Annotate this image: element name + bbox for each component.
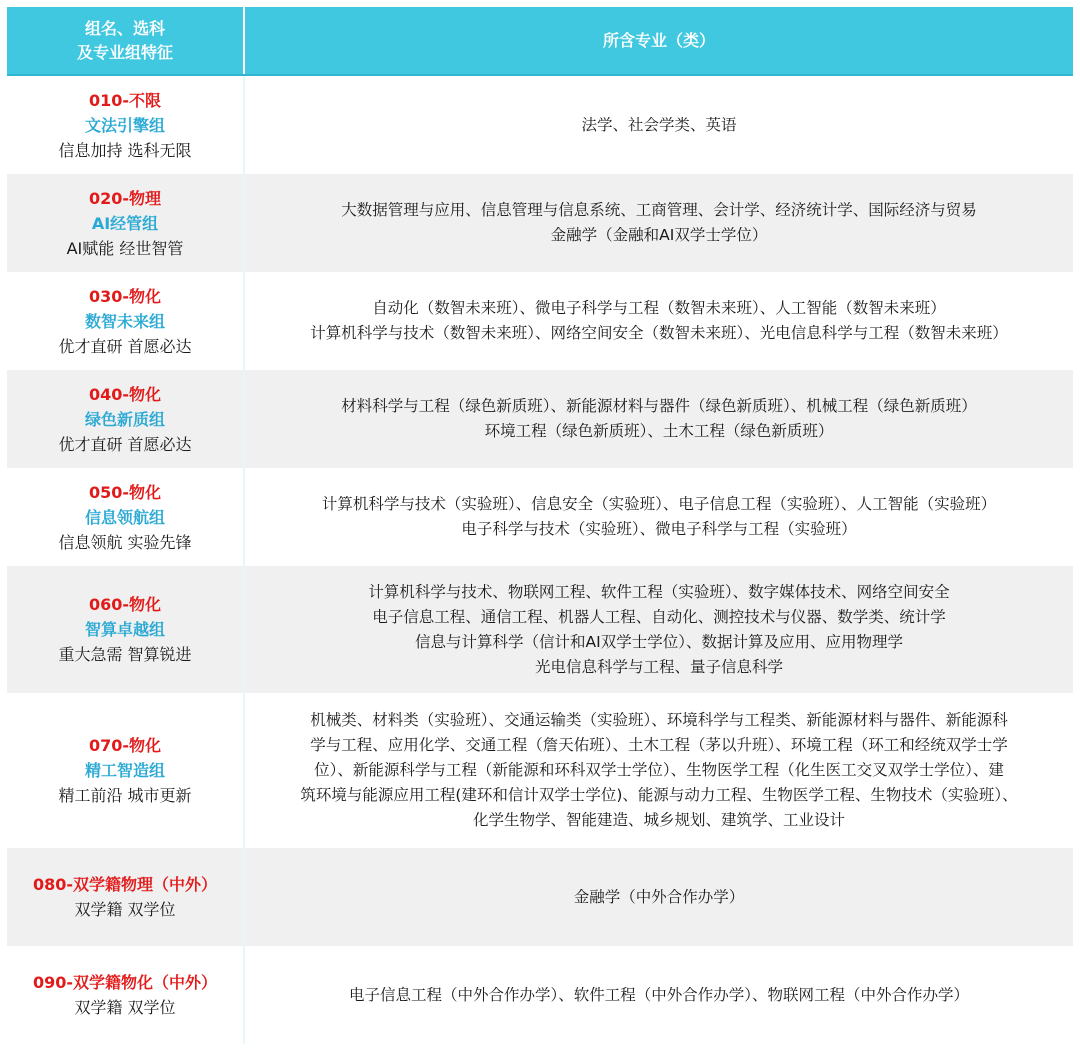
group-cell [7, 946, 245, 1044]
major-line: 机械类、材料类（实验班）、交通运输类（实验班）、环境科学与工程类、新能源材料与器件、新能源科 [310, 711, 1008, 729]
group-name: 精工智造组 [84, 761, 165, 780]
group-feature: 双学籍 双学位 [74, 900, 176, 919]
table-header [7, 7, 1073, 76]
header-left-cell [7, 7, 245, 74]
major-line: 金融学（金融和AI双学士学位） [550, 226, 768, 244]
group-cell [7, 370, 245, 468]
table-row [7, 566, 1073, 693]
group-code: 080-双学籍物理（中外） [32, 875, 218, 894]
majors-list [341, 394, 977, 444]
group-feature: 信息加持 选科无限 [58, 140, 192, 160]
majors-cell [245, 370, 1073, 468]
group-feature: 信息领航 实验先锋 [58, 532, 192, 552]
major-group-table [7, 7, 1073, 1044]
table-row [7, 693, 1073, 848]
major-line: 计算机科学与技术、物联网工程、软件工程（实验班）、数字媒体技术、网络空间安全 [368, 582, 950, 601]
group-code: 020-物理 [88, 188, 162, 208]
table-row [7, 272, 1073, 370]
group-cell [7, 848, 245, 946]
table-body [7, 76, 1073, 1044]
header-right-cell [245, 7, 1073, 74]
group-feature: AI赋能 经世智管 [66, 238, 184, 258]
majors-cell [245, 272, 1073, 370]
major-line: 材料科学与工程（绿色新质班）、新能源材料与器件（绿色新质班）、机械工程（绿色新质班） [341, 397, 977, 415]
major-line: 法学、社会学类、英语 [581, 115, 737, 134]
major-line: 环境工程（绿色新质班）、土木工程（绿色新质班） [484, 422, 834, 440]
major-line: 化学生物学、智能建造、城乡规划、建筑学、工业设计 [472, 811, 845, 829]
major-line: 电子信息工程（中外合作办学）、软件工程（中外合作办学）、物联网工程（中外合作办学） [348, 985, 969, 1004]
group-name: 信息领航组 [84, 507, 165, 527]
major-line: 金融学（中外合作办学） [573, 887, 745, 906]
table-row [7, 370, 1073, 468]
group-name: 数智未来组 [84, 311, 165, 331]
group-feature: 优才直研 首愿必达 [58, 336, 192, 356]
major-line: 筑环境与能源应用工程(建环和信计双学士学位)、能源与动力工程、生物医学工程、生物技术（实验班）、 [300, 786, 1018, 804]
group-code: 040-物化 [88, 384, 162, 404]
table-row [7, 174, 1073, 272]
majors-cell [245, 693, 1073, 848]
major-line: 自动化（数智未来班）、微电子科学与工程（数智未来班）、人工智能（数智未来班） [372, 299, 946, 317]
majors-list [300, 708, 1017, 833]
group-name: 文法引擎组 [84, 115, 165, 135]
majors-list [574, 885, 745, 910]
majors-cell [245, 76, 1073, 174]
group-code: 060-物化 [88, 595, 162, 614]
group-code: 090-双学籍物化（中外） [32, 973, 218, 992]
major-line: 计算机科学与技术（实验班）、信息安全（实验班）、电子信息工程（实验班）、人工智能（实验班） [321, 495, 997, 513]
major-line: 信息与计算科学（信计和AI双学士学位）、数据计算及应用、应用物理学 [415, 632, 903, 651]
major-line: 计算机科学与技术（数智未来班）、网络空间安全（数智未来班）、光电信息科学与工程（数智未来班） [310, 324, 1008, 342]
majors-list [368, 580, 949, 680]
major-line: 位）、新能源科学与工程（新能源和环科双学士学位）、生物医学工程（化生医工交叉双学士学位）、建 [314, 761, 1004, 779]
group-name: 智算卓越组 [84, 620, 165, 639]
group-code: 010-不限 [88, 90, 162, 110]
majors-cell [245, 946, 1073, 1044]
group-feature: 精工前沿 城市更新 [58, 786, 192, 805]
table-row [7, 468, 1073, 566]
majors-cell [245, 566, 1073, 693]
header-right-label: 所含专业（类） [602, 30, 715, 50]
group-code: 050-物化 [88, 482, 162, 502]
major-line: 电子信息工程、通信工程、机器人工程、自动化、测控技术与仪器、数学类、统计学 [372, 607, 946, 626]
group-cell [7, 76, 245, 174]
table-row [7, 848, 1073, 946]
header-left-label: 组名、选科 及专业组特征 [76, 18, 173, 62]
group-cell [7, 693, 245, 848]
group-cell [7, 272, 245, 370]
group-feature: 优才直研 首愿必达 [58, 434, 192, 454]
table-row [7, 946, 1073, 1044]
group-code: 070-物化 [88, 736, 162, 755]
group-cell [7, 468, 245, 566]
group-name: 绿色新质组 [84, 409, 165, 429]
majors-list [581, 113, 736, 138]
majors-list [341, 198, 977, 248]
majors-list [349, 983, 969, 1008]
group-cell [7, 566, 245, 693]
major-line: 电子科学与技术（实验班）、微电子科学与工程（实验班） [461, 520, 857, 538]
group-feature: 双学籍 双学位 [74, 998, 176, 1017]
major-line: 光电信息科学与工程、量子信息科学 [534, 657, 783, 676]
major-line: 大数据管理与应用、信息管理与信息系统、工商管理、会计学、经济统计学、国际经济与贸易 [341, 201, 977, 219]
majors-cell [245, 848, 1073, 946]
majors-list [322, 492, 996, 542]
major-line: 学与工程、应用化学、交通工程（詹天佑班）、土木工程（茅以升班）、环境工程（环工和经统双学士学 [310, 736, 1008, 754]
majors-list [310, 296, 1008, 346]
group-code: 030-物化 [88, 286, 162, 306]
majors-cell [245, 468, 1073, 566]
group-feature: 重大急需 智算锐进 [58, 645, 192, 664]
majors-cell [245, 174, 1073, 272]
table-row [7, 76, 1073, 174]
group-name: AI经管组 [91, 213, 159, 233]
group-cell [7, 174, 245, 272]
